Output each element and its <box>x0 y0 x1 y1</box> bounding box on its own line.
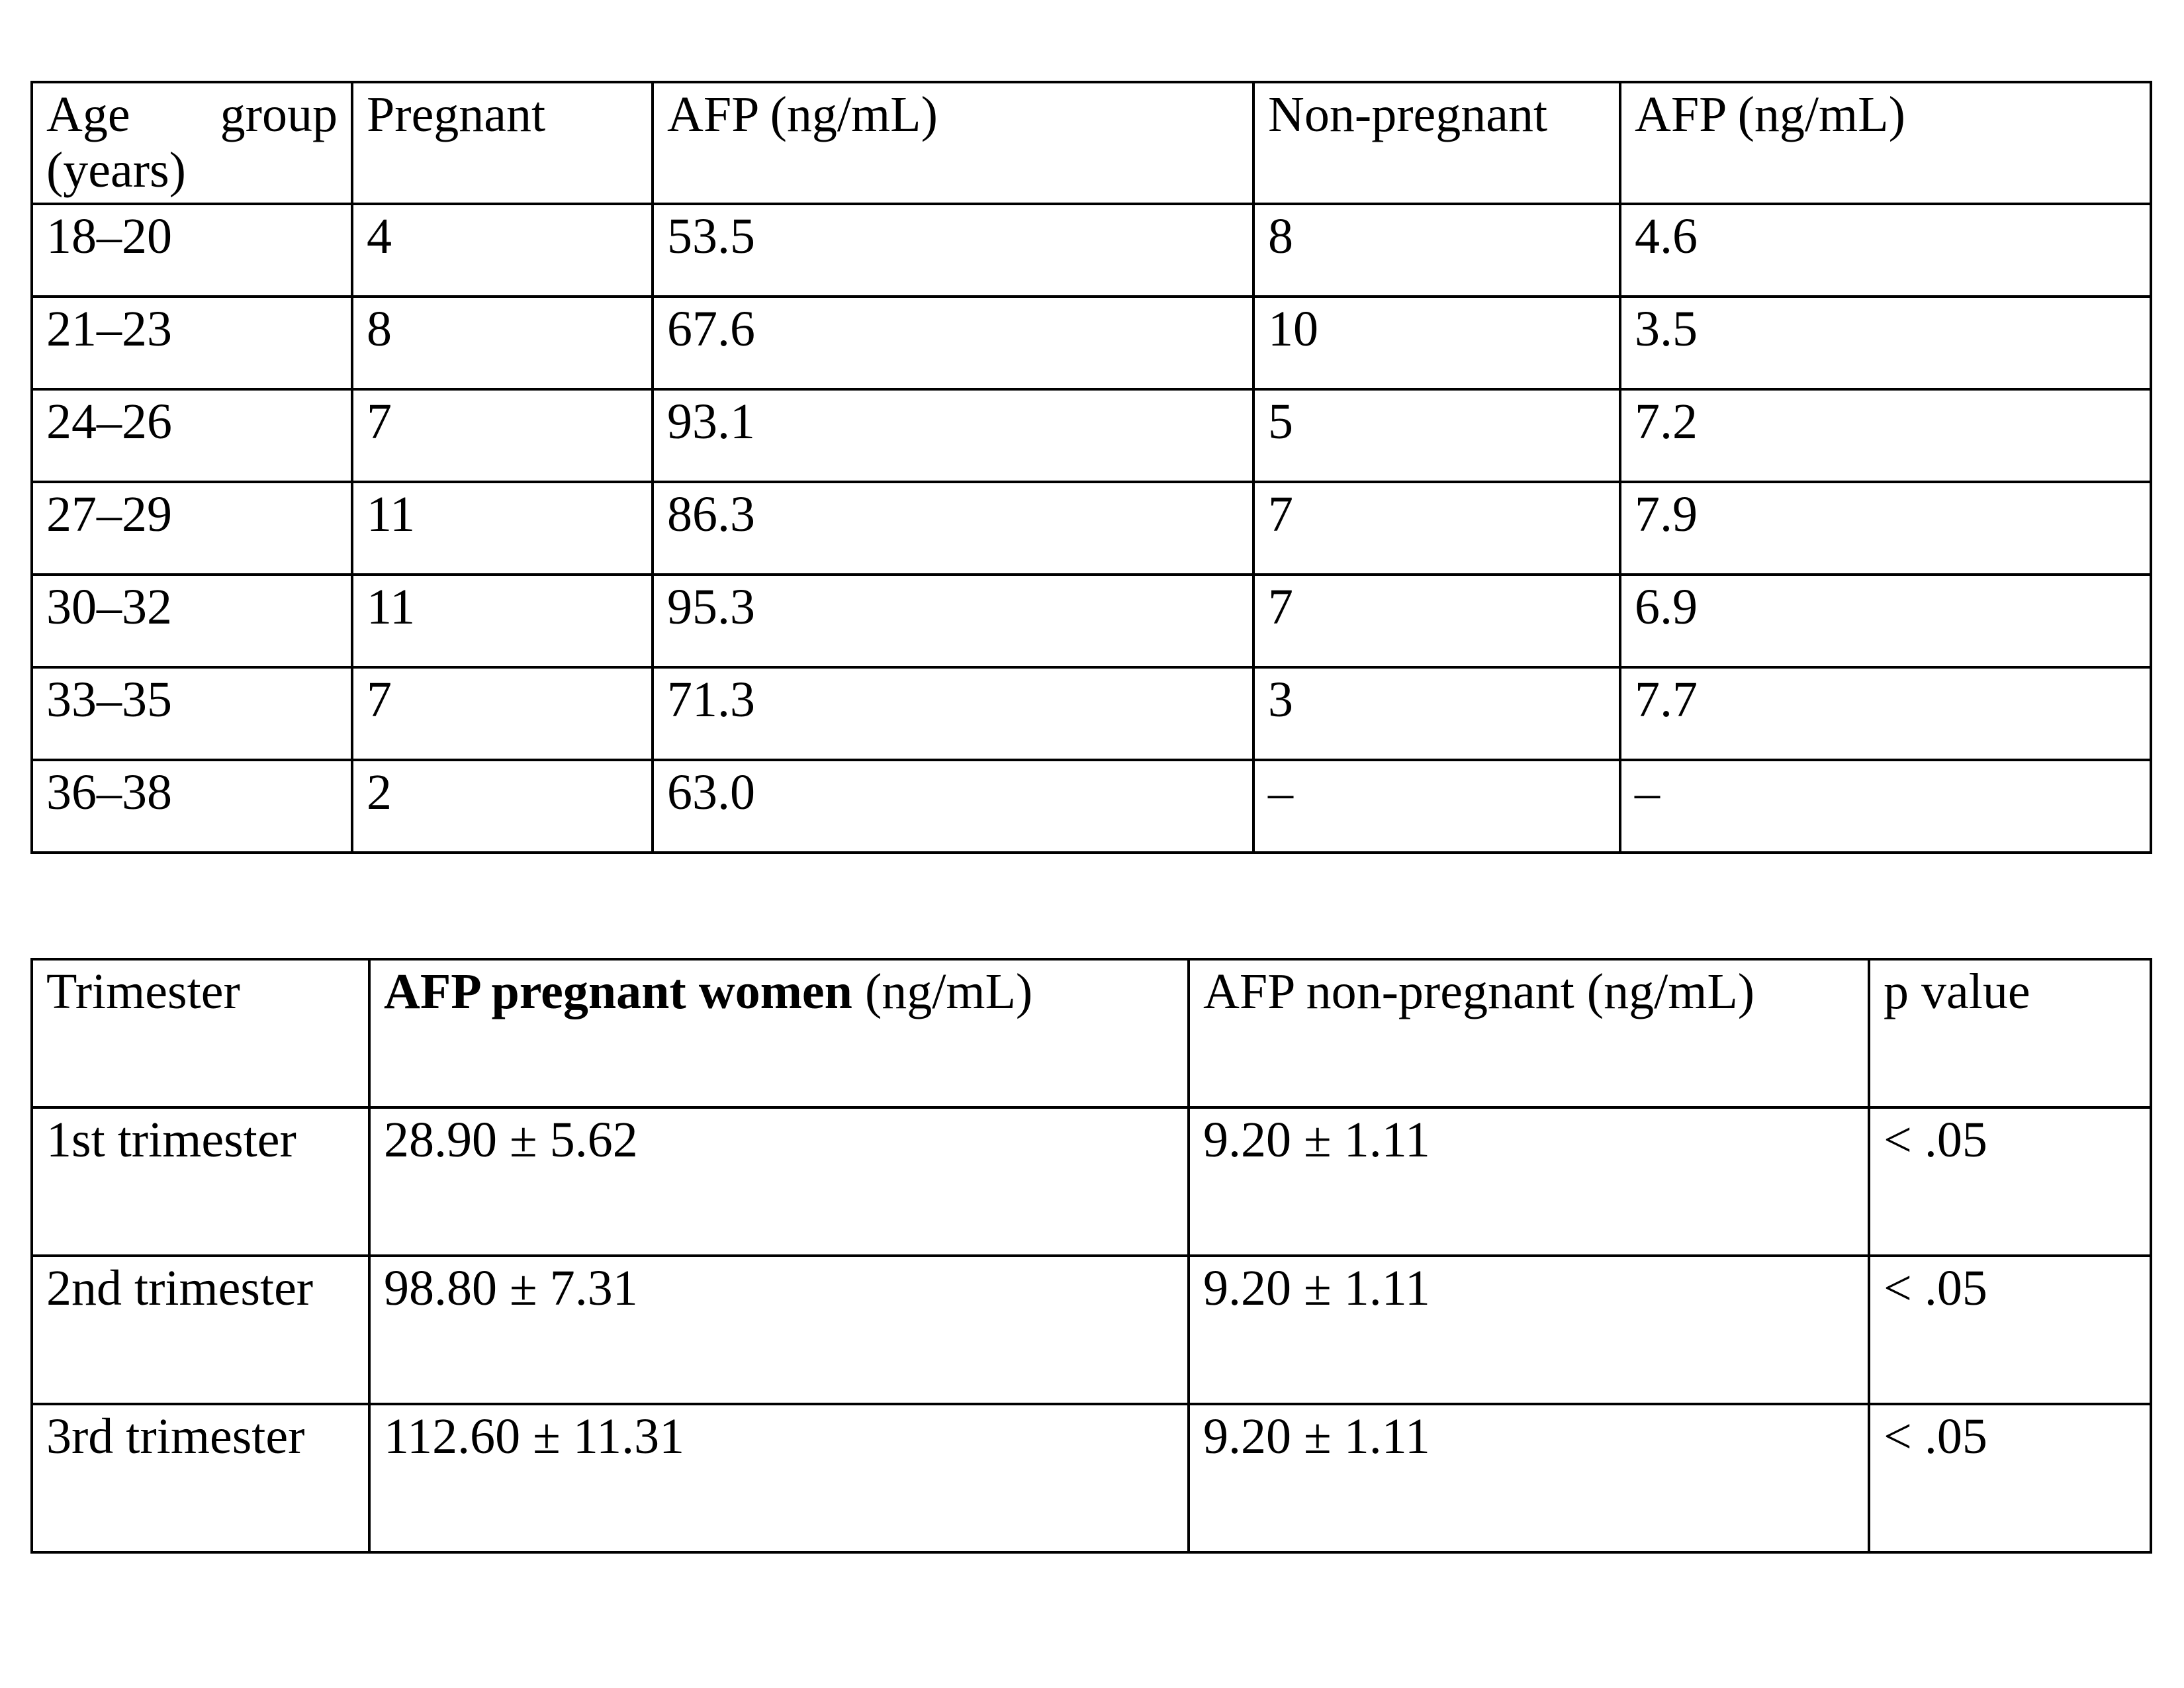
age-group-table <box>30 81 2152 854</box>
cell-pregnant: 2 <box>352 760 653 853</box>
cell-afp-non-pregnant: 9.20 ± 1.11 <box>1189 1107 1869 1256</box>
cell-non-pregnant: 7 <box>1253 575 1620 667</box>
cell-non-pregnant: 8 <box>1253 204 1620 297</box>
header-age-group <box>32 82 352 204</box>
cell-afp-pregnant: 28.90 ± 5.62 <box>369 1107 1189 1256</box>
cell-non-pregnant: 5 <box>1253 389 1620 482</box>
cell-afp-non-pregnant: 7.9 <box>1620 482 2151 575</box>
header-afp-non-pregnant: AFP (ng/mL) <box>1620 82 2151 204</box>
cell-afp-non-pregnant: – <box>1620 760 2151 853</box>
cell-afp-pregnant: 86.3 <box>653 482 1253 575</box>
header-afp-pregnant-women-unit: (ng/mL) <box>852 964 1033 1019</box>
cell-afp-non-pregnant: 9.20 ± 1.11 <box>1189 1256 1869 1404</box>
cell-trimester: 2nd trimester <box>32 1256 369 1404</box>
cell-afp-pregnant: 63.0 <box>653 760 1253 853</box>
table-row <box>32 1107 2151 1256</box>
table-row <box>32 1404 2151 1552</box>
header-afp-non-pregnant: AFP non-pregnant (ng/mL) <box>1189 959 1869 1107</box>
cell-p-value: < .05 <box>1869 1107 2151 1256</box>
cell-non-pregnant: 7 <box>1253 482 1620 575</box>
cell-pregnant: 7 <box>352 667 653 760</box>
cell-p-value: < .05 <box>1869 1404 2151 1552</box>
cell-afp-pregnant: 112.60 ± 11.31 <box>369 1404 1189 1552</box>
header-afp-pregnant: AFP (ng/mL) <box>653 82 1253 204</box>
table-header-row <box>32 959 2151 1107</box>
cell-age: 27–29 <box>32 482 352 575</box>
header-age-group-line1: Age group <box>46 87 338 142</box>
cell-afp-pregnant: 98.80 ± 7.31 <box>369 1256 1189 1404</box>
cell-afp-non-pregnant: 9.20 ± 1.11 <box>1189 1404 1869 1552</box>
cell-non-pregnant: 10 <box>1253 297 1620 389</box>
table-row <box>32 1256 2151 1404</box>
table-row <box>32 575 2151 667</box>
cell-pregnant: 11 <box>352 482 653 575</box>
header-p-value: p value <box>1869 959 2151 1107</box>
cell-age: 21–23 <box>32 297 352 389</box>
cell-afp-pregnant: 67.6 <box>653 297 1253 389</box>
table-header-row <box>32 82 2151 204</box>
cell-age: 36–38 <box>32 760 352 853</box>
cell-pregnant: 7 <box>352 389 653 482</box>
cell-pregnant: 4 <box>352 204 653 297</box>
cell-non-pregnant: – <box>1253 760 1620 853</box>
table-row <box>32 389 2151 482</box>
table-row <box>32 760 2151 853</box>
header-pregnant: Pregnant <box>352 82 653 204</box>
cell-afp-pregnant: 93.1 <box>653 389 1253 482</box>
cell-trimester: 1st trimester <box>32 1107 369 1256</box>
cell-non-pregnant: 3 <box>1253 667 1620 760</box>
cell-afp-non-pregnant: 7.7 <box>1620 667 2151 760</box>
cell-pregnant: 11 <box>352 575 653 667</box>
cell-age: 33–35 <box>32 667 352 760</box>
cell-trimester: 3rd trimester <box>32 1404 369 1552</box>
table-row <box>32 667 2151 760</box>
header-afp-pregnant-women-bold: AFP pregnant women <box>384 964 852 1019</box>
cell-afp-pregnant: 95.3 <box>653 575 1253 667</box>
cell-p-value: < .05 <box>1869 1256 2151 1404</box>
cell-pregnant: 8 <box>352 297 653 389</box>
table-row <box>32 204 2151 297</box>
header-age-group-line2: (years) <box>46 142 186 198</box>
cell-afp-non-pregnant: 3.5 <box>1620 297 2151 389</box>
cell-age: 18–20 <box>32 204 352 297</box>
header-trimester: Trimester <box>32 959 369 1107</box>
cell-age: 24–26 <box>32 389 352 482</box>
cell-afp-pregnant: 71.3 <box>653 667 1253 760</box>
cell-afp-non-pregnant: 4.6 <box>1620 204 2151 297</box>
header-afp-pregnant-women <box>369 959 1189 1107</box>
cell-afp-non-pregnant: 6.9 <box>1620 575 2151 667</box>
cell-afp-non-pregnant: 7.2 <box>1620 389 2151 482</box>
cell-age: 30–32 <box>32 575 352 667</box>
header-non-pregnant: Non-pregnant <box>1253 82 1620 204</box>
table-row <box>32 482 2151 575</box>
trimester-table <box>30 958 2152 1554</box>
table-row <box>32 297 2151 389</box>
cell-afp-pregnant: 53.5 <box>653 204 1253 297</box>
